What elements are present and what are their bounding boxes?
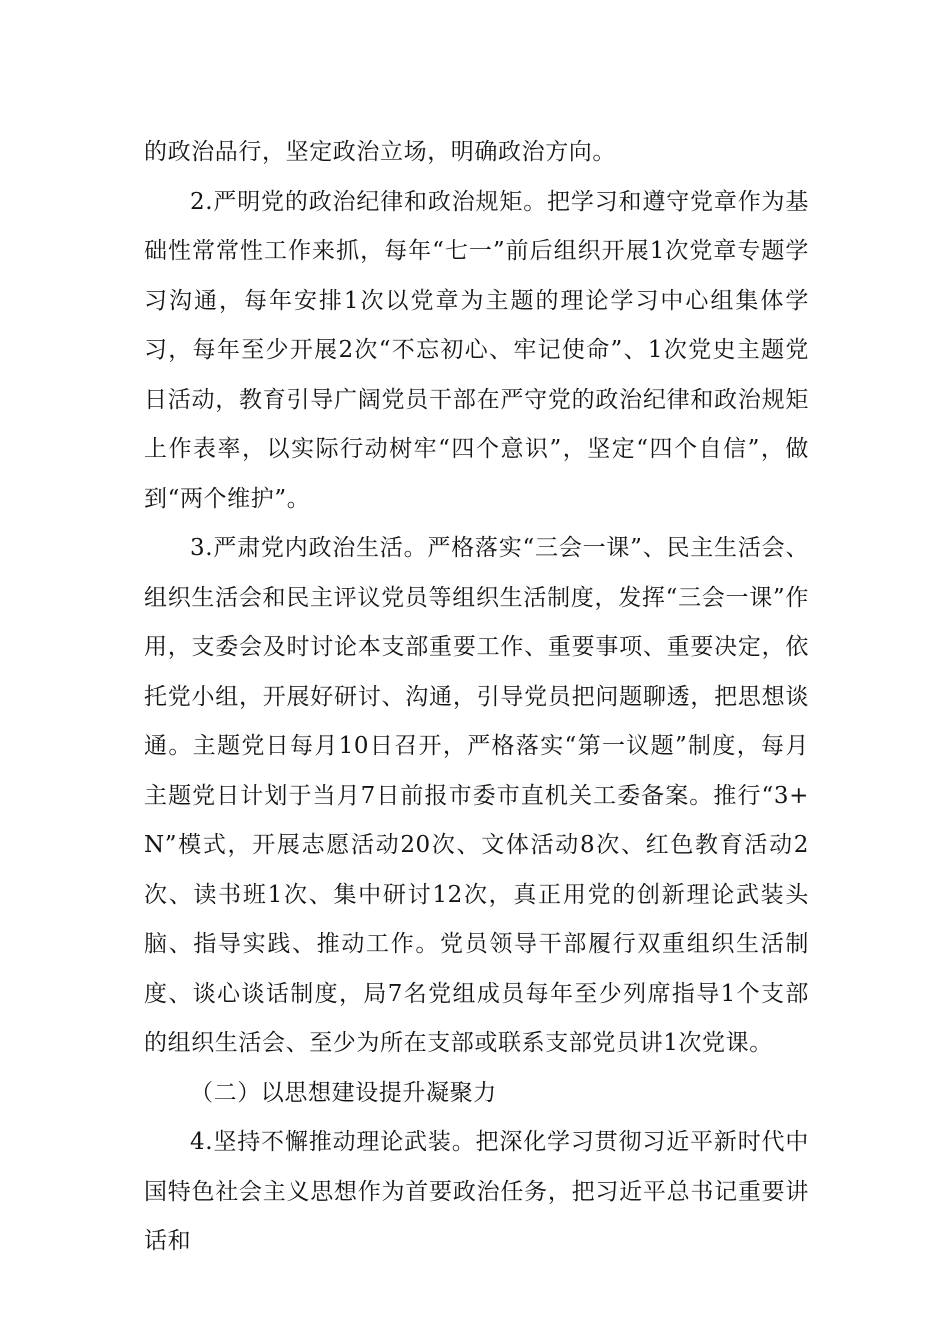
paragraph-item-2: 2.严明党的政治纪律和政治规矩。把学习和遵守党章作为基础性常常性工作来抓，每年“七一”前后组织开展1次党章专题学习沟通，每年安排1次以党章为主题的理论学习中心组集体学习，每年至少开展2次“不忘初心、牢记使命”、1次党史主题党日活动，教育引导广阔党员干部在严守党的政治纪律和政治规矩上作表率，以实际行动树牢“四个意识”，坚定“四个自信”，做到“两个维护”。 [144,188,809,512]
paragraph-item-3: 3.严肃党内政治生活。严格落实“三会一课”、民主生活会、组织生活会和民主评议党员等组织生活制度，发挥“三会一课”作用，支委会及时讨论本支部重要工作、重要事项、重要决定，依托党小组，开展好研讨、沟通，引导党员把问题聊透，把思想谈通。主题党日每月10日召开，严格落实“第一议题”制度，每月主题党日计划于当月7日前报市委市直机关工委备案。推行“3+N”模式，开展志愿活动20次、文体活动8次、红色教育活动2次、读书班1次、集中研讨12次，真正用党的创新理论武装头脑、指导实践、推动工作。党员领导干部履行双重组织生活制度、谈心谈话制度，局7名党组成员每年至少列席指导1个支部的组织生活会、至少为所在支部或联系支部党员讲1次党课。 [144,535,809,1056]
document-body [144,128,809,1267]
paragraph-item-4: 4.坚持不懈推动理论武装。把深化学习贯彻习近平新时代中国特色社会主义思想作为首要政治任务，把习近平总书记重要讲话和 [144,1129,809,1254]
section-heading: （二）以思想建设提升凝聚力 [190,1079,497,1106]
paragraph-continuation: 的政治品行，坚定政治立场，明确政治方向。 [144,139,616,165]
